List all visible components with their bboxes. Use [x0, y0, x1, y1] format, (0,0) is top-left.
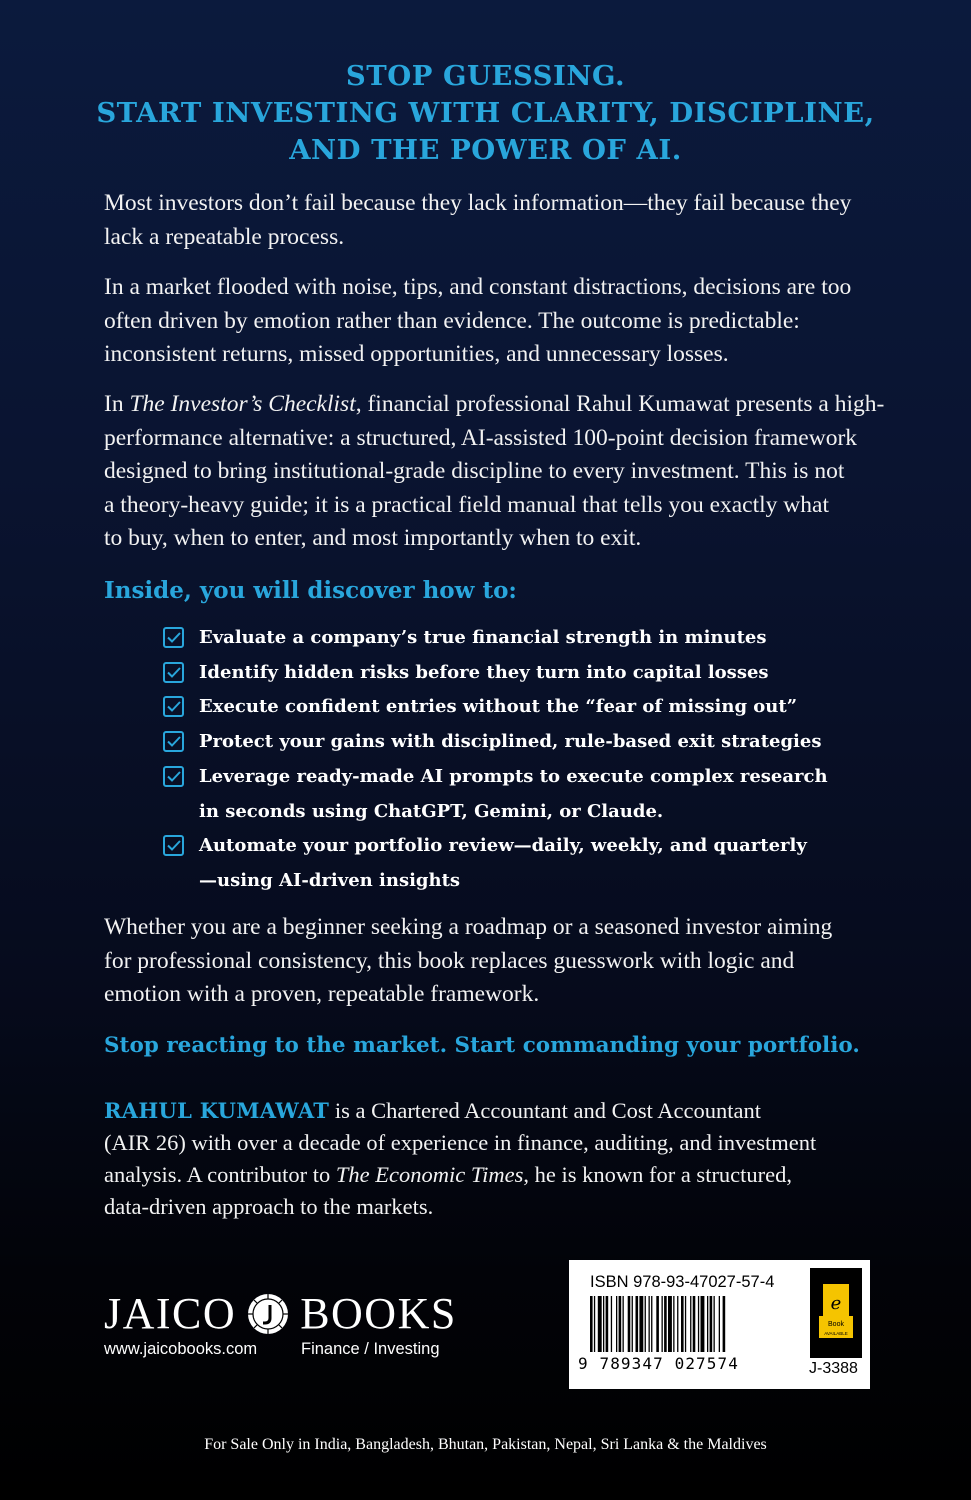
barcode-bar	[603, 1296, 604, 1352]
publisher-logo	[104, 1288, 457, 1339]
checklist-item	[163, 829, 923, 898]
logo-text-left: JAICO	[104, 1289, 237, 1338]
text-span: is a Chartered Accountant and Cost Accountant	[329, 1098, 761, 1123]
barcode-bar	[668, 1296, 672, 1352]
barcode-bar	[616, 1296, 617, 1352]
barcode-bar	[606, 1296, 609, 1352]
headline-line: AND THE POWER OF AI.	[289, 134, 682, 166]
text-line: inconsistent returns, missed opportunities, and unnecessary losses.	[104, 341, 729, 367]
barcode-bar	[628, 1296, 631, 1352]
barcode-bar	[664, 1296, 667, 1352]
checkbox-checked-icon	[163, 696, 184, 717]
text-line: Whether you are a beginner seeking a roadmap or a seasoned investor aiming	[104, 914, 833, 940]
barcode-bar	[598, 1296, 602, 1352]
ebook-available-icon	[810, 1268, 862, 1358]
headline-line: STOP GUESSING.	[345, 60, 626, 92]
text-span: In	[104, 391, 130, 417]
text-line: to buy, when to enter, and most importantly when to exit.	[104, 525, 642, 551]
barcode-bar	[698, 1296, 699, 1352]
barcode-bar	[710, 1296, 713, 1352]
catalog-code: J-3388	[809, 1360, 858, 1377]
text-line	[104, 388, 904, 422]
checklist	[163, 621, 923, 899]
text-line: Most investors don’t fail because they lack information—they fail because they	[104, 190, 852, 216]
ebook-badge-word: Book	[828, 1321, 844, 1328]
barcode-bar	[651, 1296, 652, 1352]
checklist-text: —using AI-driven insights	[199, 869, 461, 891]
barcode-bar	[685, 1296, 686, 1352]
barcode-bar	[645, 1296, 646, 1352]
barcode-bar	[714, 1296, 715, 1352]
tagline: Stop reacting to the market. Start commanding your portfolio.	[104, 1033, 860, 1058]
text-line: data-driven approach to the markets.	[104, 1194, 434, 1219]
checkbox-checked-icon	[163, 731, 184, 752]
text-line: performance alternative: a structured, AI-assisted 100-point decision framework	[104, 424, 858, 451]
text-line: for professional consistency, this book replaces guesswork with logic and	[104, 947, 795, 974]
checklist-item	[163, 621, 923, 656]
barcode-bar	[623, 1296, 624, 1352]
logo-text-right: BOOKS	[300, 1289, 457, 1338]
text-line	[104, 1095, 924, 1127]
barcode-bar	[690, 1296, 691, 1352]
barcode-bar	[632, 1296, 633, 1352]
checklist-text: Automate your portfolio review—daily, weekly, and quarterly	[199, 835, 807, 857]
intro-paragraph-1	[104, 187, 904, 254]
barcode-bar	[619, 1296, 622, 1352]
checkbox-checked-icon	[163, 627, 184, 648]
jaico-emblem-icon	[246, 1292, 290, 1336]
intro-paragraph-2	[104, 271, 904, 372]
text-line: designed to bring institutional-grade discipline to every investment. This is not	[104, 458, 845, 484]
text-line	[104, 1159, 924, 1191]
text-span: analysis. A contributor to	[104, 1162, 336, 1187]
checklist-text: Evaluate a company’s true financial strength in minutes	[199, 627, 767, 648]
book-category: Finance / Investing	[301, 1340, 440, 1358]
checkbox-checked-icon	[163, 835, 184, 856]
publication-name: The Economic Times	[335, 1162, 524, 1187]
barcode-bar	[693, 1296, 696, 1352]
checklist-text: Leverage ready-made AI prompts to execute complex research	[199, 765, 828, 787]
text-line: a theory-heavy guide; it is a practical field manual that tells you exactly what	[104, 491, 829, 518]
barcode-bar	[639, 1296, 643, 1352]
barcode-box	[569, 1260, 870, 1389]
checklist-item	[163, 690, 923, 725]
barcode-bar	[681, 1296, 684, 1352]
barcode-digits: 9 789347 027574	[578, 1354, 739, 1373]
intro-paragraph-3	[104, 388, 904, 556]
checklist-text: Execute confident entries without the “fear of missing out”	[199, 696, 798, 718]
book-title: The Investor’s Checklist	[129, 391, 356, 417]
checkbox-checked-icon	[163, 766, 184, 787]
barcode-bar	[594, 1296, 595, 1352]
text-line: emotion with a proven, repeatable framework.	[104, 981, 540, 1007]
barcode-bar	[673, 1296, 674, 1352]
text-line: often driven by emotion rather than evidence. The outcome is predictable:	[104, 307, 800, 334]
barcode-bar	[719, 1296, 720, 1352]
headline	[0, 58, 971, 169]
closing-paragraph	[104, 911, 904, 1012]
barcode-bar	[656, 1296, 659, 1352]
barcode-bar	[611, 1296, 612, 1352]
headline-line: START INVESTING WITH CLARITY, DISCIPLINE,	[96, 97, 875, 129]
checklist-item	[163, 760, 923, 829]
isbn-label: ISBN 978-93-47027-57-4	[590, 1273, 775, 1291]
checklist-text: Identify hidden risks before they turn into capital losses	[199, 661, 769, 683]
barcode-bar	[662, 1296, 663, 1352]
barcode-bar	[649, 1296, 650, 1352]
barcode-icon	[578, 1296, 796, 1354]
inside-heading: Inside, you will discover how to:	[104, 577, 517, 604]
barcode-bar	[677, 1296, 678, 1352]
author-bio	[104, 1095, 924, 1223]
barcode-bar	[590, 1296, 593, 1352]
barcode-bar	[707, 1296, 708, 1352]
checkbox-checked-icon	[163, 662, 184, 683]
text-span: , he is known for a structured,	[523, 1162, 793, 1187]
barcode-bar	[701, 1296, 705, 1352]
checklist-text: Protect your gains with disciplined, rule-based exit strategies	[199, 731, 822, 753]
text-line: (AIR 26) with over a decade of experience in finance, auditing, and investment	[104, 1130, 817, 1155]
author-name: RAHUL KUMAWAT	[104, 1098, 330, 1123]
publisher-website[interactable]: www.jaicobooks.com	[104, 1340, 258, 1358]
ebook-badge-letter: e	[830, 1293, 842, 1314]
text-line: In a market flooded with noise, tips, and constant distractions, decisions are too	[104, 274, 852, 300]
sale-notice: For Sale Only in India, Bangladesh, Bhutan, Pakistan, Nepal, Sri Lanka & the Maldives	[204, 1436, 767, 1453]
checklist-item	[163, 725, 923, 760]
checklist-text: in seconds using ChatGPT, Gemini, or Claude.	[199, 800, 664, 822]
text-span: , financial professional Rahul Kumawat presents a high-	[355, 391, 885, 417]
checklist-item	[163, 656, 923, 691]
barcode-bar	[723, 1296, 726, 1352]
barcode-bar	[636, 1296, 639, 1352]
text-line: lack a repeatable process.	[104, 223, 345, 250]
ebook-badge-available: AVAILABLE	[824, 1331, 848, 1336]
